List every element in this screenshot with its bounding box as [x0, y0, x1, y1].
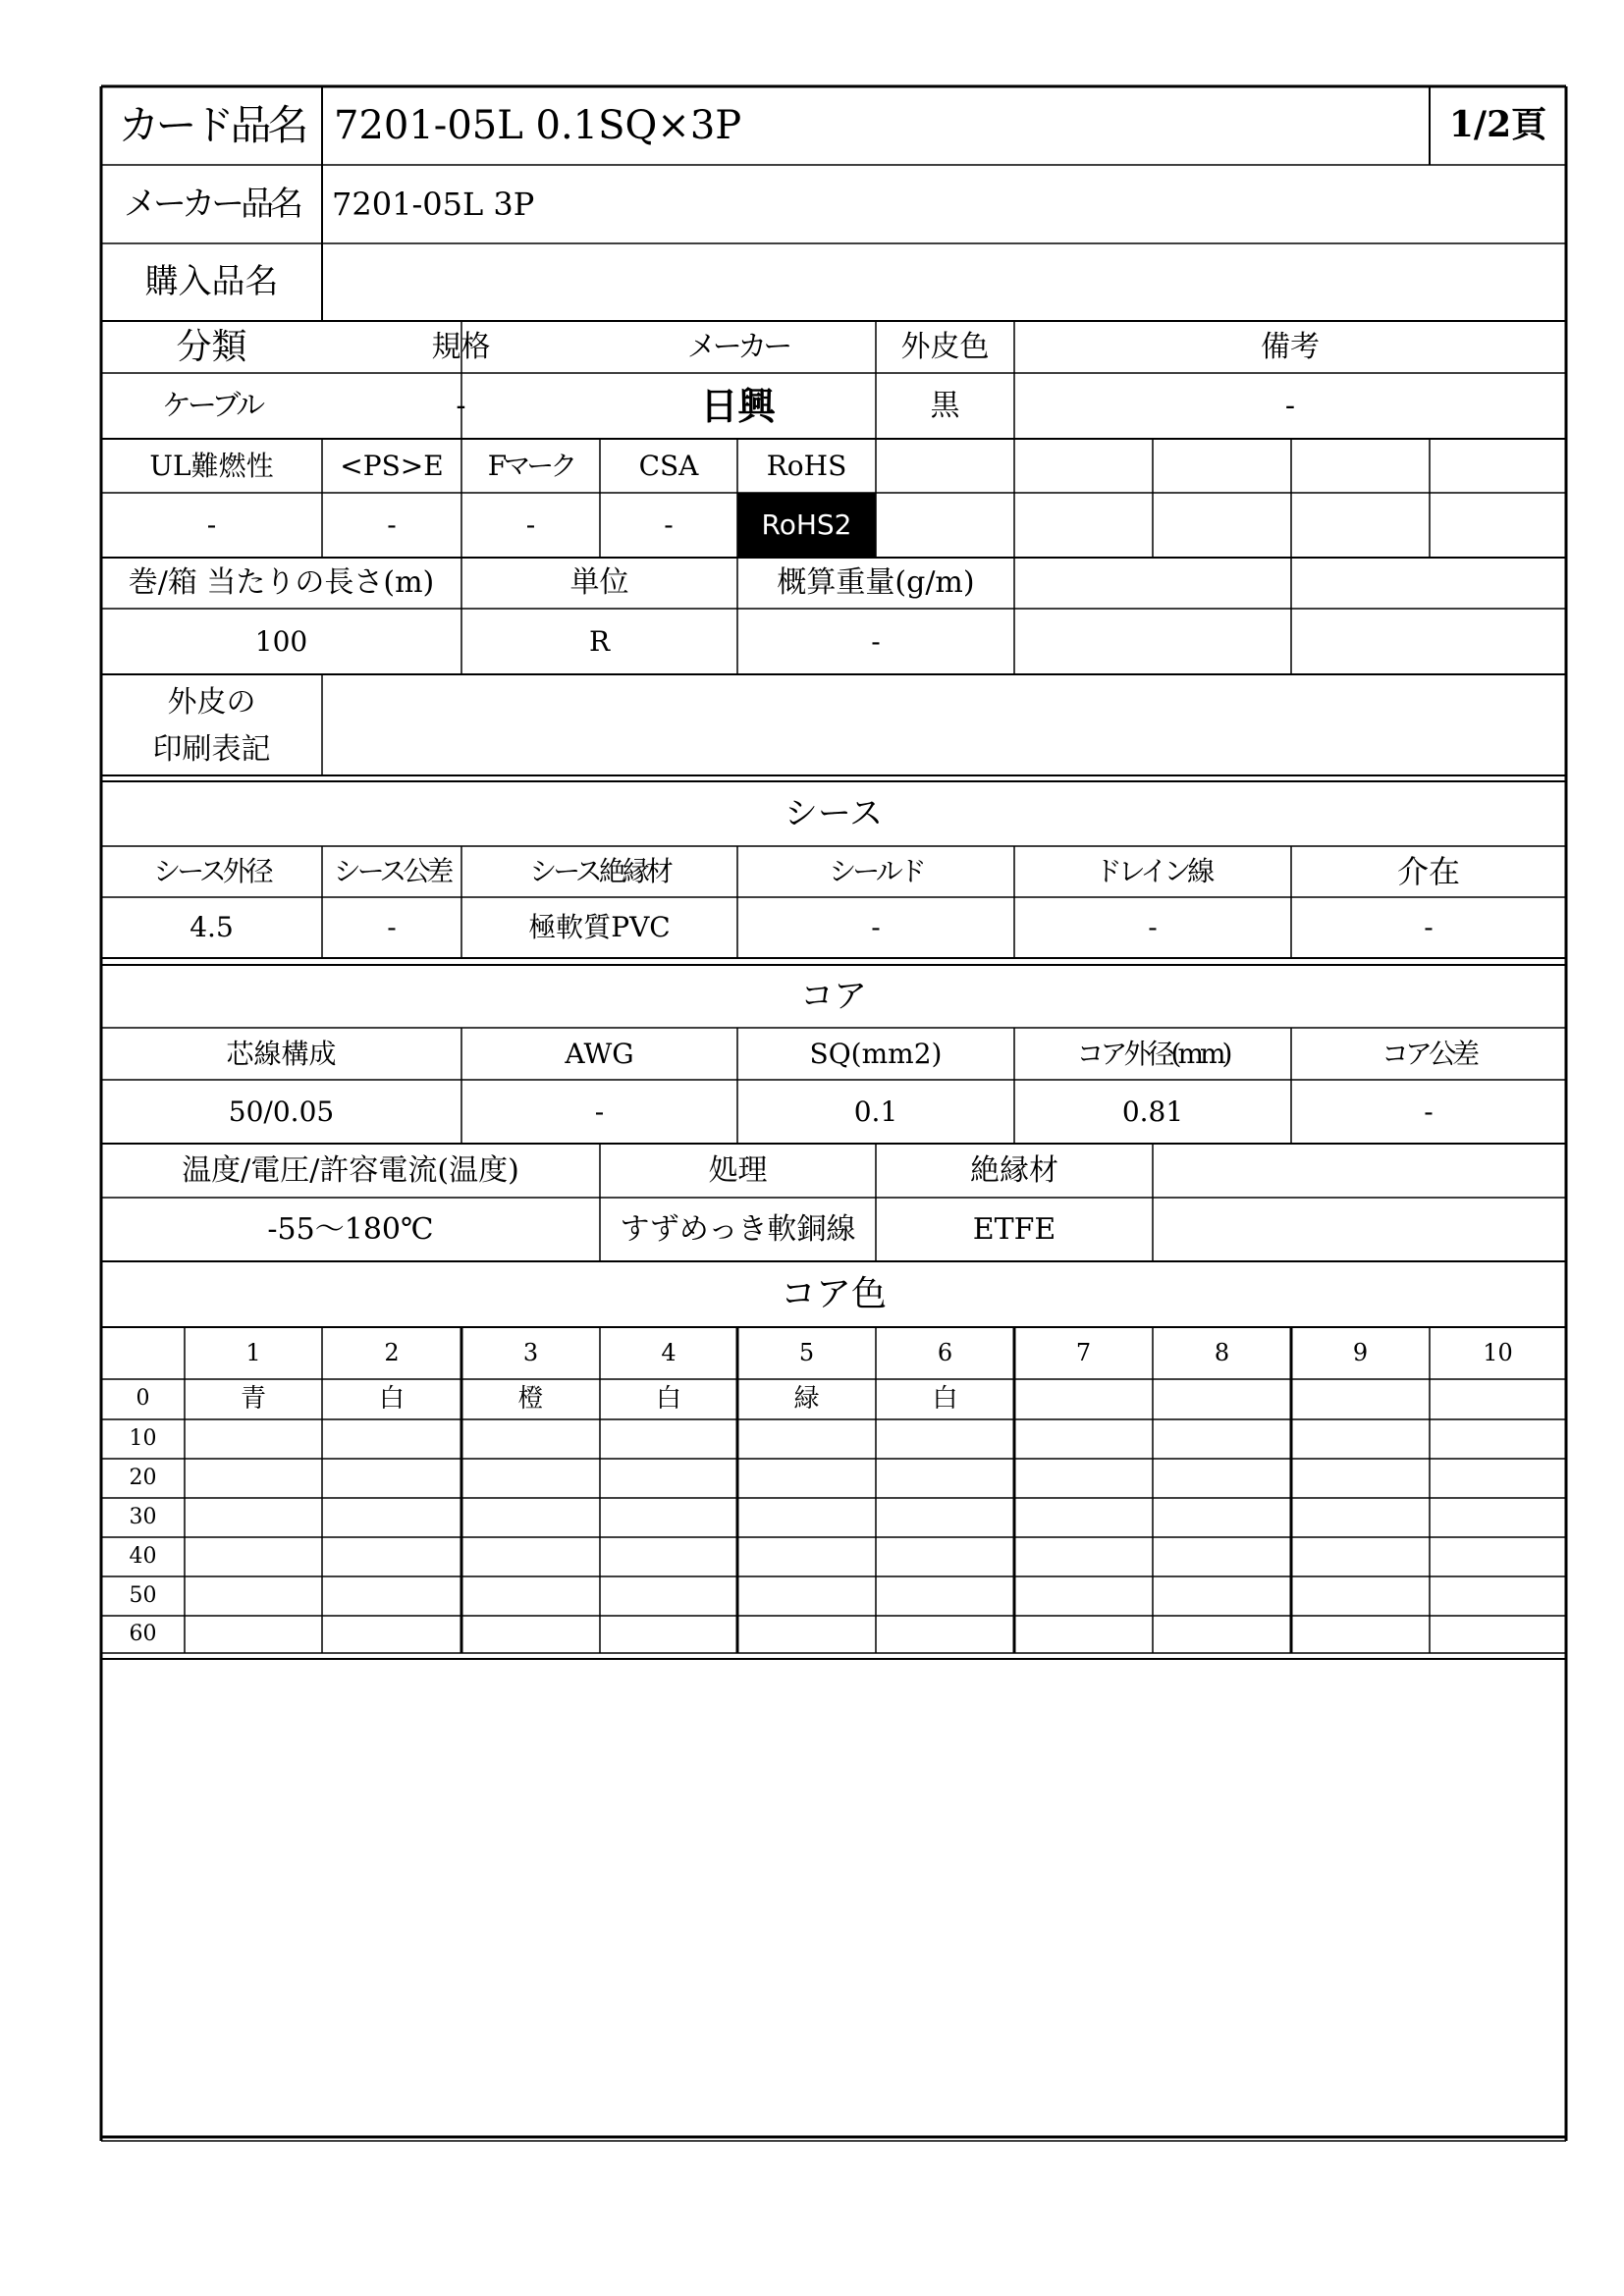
core-color-col-9: 9: [1352, 1339, 1369, 1367]
core-color-cell: [1153, 1498, 1291, 1537]
core-color-cell: [1014, 1419, 1153, 1459]
core-color-cell: [876, 1498, 1014, 1537]
temp-value-1: すずめっき軟銅線: [620, 1211, 856, 1247]
core-color-cell: [461, 1576, 600, 1616]
maker-name-label: メーカー品名: [123, 184, 300, 224]
length-value-0: 100: [254, 624, 308, 658]
core-color-col-1: 1: [245, 1339, 261, 1367]
core-value-1: -: [594, 1095, 605, 1128]
classification-header-3: 外皮色: [900, 329, 990, 364]
core-color-cell: [737, 1576, 876, 1616]
core-header-4: コア公差: [1380, 1037, 1476, 1070]
core-color-cell: [1430, 1537, 1566, 1576]
core-color-cell: [1430, 1379, 1566, 1419]
core-value-0: 50/0.05: [228, 1095, 335, 1128]
core-color-cell: [1153, 1616, 1291, 1653]
core-color-cell: [876, 1537, 1014, 1576]
core-color-cell: [1291, 1379, 1430, 1419]
temp-extra-header: [1153, 1144, 1566, 1198]
sheath-value-5: -: [1424, 911, 1434, 944]
core-color-cell: [461, 1459, 600, 1498]
core-header-0: 芯線構成: [226, 1037, 337, 1070]
purchase-name-label: 購入品名: [144, 262, 279, 302]
core-color-cell: [1014, 1616, 1153, 1653]
core-color-cell: 白: [932, 1383, 958, 1414]
core-color-cell: [1291, 1419, 1430, 1459]
core-color-cell: [876, 1459, 1014, 1498]
core-color-cell: [600, 1498, 737, 1537]
core-color-cell: [461, 1498, 600, 1537]
core-color-cell: [322, 1616, 461, 1653]
core-color-cell: [185, 1576, 322, 1616]
core-color-col-8: 8: [1214, 1339, 1230, 1367]
core-color-cell: [1153, 1537, 1291, 1576]
card-name-label: カード品名: [118, 100, 305, 149]
cert-header-2: Fマーク: [487, 449, 574, 482]
core-color-cell: [185, 1419, 322, 1459]
core-color-cell: [600, 1576, 737, 1616]
core-color-cell: [1291, 1616, 1430, 1653]
core-color-cell: 青: [240, 1383, 266, 1414]
sheath-header-5: 介在: [1396, 852, 1460, 890]
sheath-value-1: -: [387, 911, 397, 944]
print-label-line1: 外皮の: [167, 685, 256, 720]
cert-value-3: -: [664, 508, 674, 542]
core-color-cell: 白: [378, 1383, 405, 1414]
print-label-line2: 印刷表記: [152, 732, 271, 767]
core-color-row-label: 50: [129, 1582, 157, 1608]
purchase-name-value: [322, 243, 1566, 321]
cert-header-4: RoHS: [766, 449, 847, 482]
core-color-cell: [1291, 1576, 1430, 1616]
core-header-2: SQ(mm2): [809, 1037, 943, 1070]
core-color-col-6: 6: [937, 1339, 953, 1367]
classification-header-1: 規格: [431, 329, 491, 364]
core-color-cell: [600, 1459, 737, 1498]
cert-value-2: -: [525, 508, 536, 542]
core-color-col-2: 2: [384, 1339, 400, 1367]
core-color-cell: [322, 1537, 461, 1576]
cert-header-0: UL難燃性: [149, 449, 274, 482]
temp-value-2: ETFE: [972, 1211, 1056, 1247]
core-value-3: 0.81: [1121, 1095, 1184, 1128]
core-color-cell: [461, 1537, 600, 1576]
classification-value-1: -: [456, 388, 466, 423]
core-color-col-10: 10: [1483, 1339, 1513, 1367]
classification-header-4: 備考: [1261, 329, 1320, 364]
sheath-title: シース: [784, 793, 884, 833]
core-color-cell: [876, 1419, 1014, 1459]
print-value: [322, 674, 1566, 775]
core-color-col-3: 3: [522, 1339, 539, 1367]
cert-header-1: <PS>E: [340, 449, 444, 482]
page-number: 1/2頁: [1448, 104, 1547, 146]
length-header-0: 巻/箱 当たりの長さ(m): [128, 565, 435, 600]
classification-value-0: ケーブル: [161, 388, 262, 423]
core-color-cell: [1430, 1616, 1566, 1653]
core-color-cell: 橙: [517, 1383, 544, 1414]
core-color-cell: [322, 1498, 461, 1537]
core-color-cell: [322, 1576, 461, 1616]
core-color-row-label: 0: [135, 1386, 150, 1412]
core-color-cell: [600, 1419, 737, 1459]
core-color-cell: [1014, 1459, 1153, 1498]
core-header-3: コア外径(mm): [1076, 1037, 1229, 1070]
core-color-cell: [1291, 1459, 1430, 1498]
core-color-cell: [737, 1537, 876, 1576]
core-header-1: AWG: [565, 1037, 634, 1070]
core-color-cell: [461, 1419, 600, 1459]
core-color-cell: [1014, 1379, 1153, 1419]
core-color-cell: [185, 1537, 322, 1576]
core-color-cell: [1014, 1576, 1153, 1616]
core-color-cell: 緑: [793, 1383, 820, 1414]
core-color-cell: [322, 1419, 461, 1459]
core-color-cell: [737, 1498, 876, 1537]
sheath-header-2: シース絶縁材: [529, 855, 670, 888]
core-color-cell: [1430, 1498, 1566, 1537]
core-color-cell: [600, 1616, 737, 1653]
classification-value-4: -: [1284, 388, 1296, 423]
temp-value-0: -55～180℃: [267, 1211, 434, 1247]
sheath-value-2: 極軟質PVC: [528, 911, 671, 944]
core-color-cell: [1291, 1498, 1430, 1537]
temp-header-0: 温度/電圧/許容電流(温度): [182, 1152, 519, 1188]
classification-header-0: 分類: [176, 326, 247, 367]
cert-value-0: -: [206, 508, 217, 542]
core-color-cell: [1291, 1537, 1430, 1576]
core-color-cell: [600, 1537, 737, 1576]
core-color-row-label: 30: [129, 1504, 157, 1529]
temp-extra-value: [1153, 1198, 1566, 1261]
temp-header-2: 絶縁材: [970, 1152, 1058, 1188]
core-color-cell: [737, 1459, 876, 1498]
sheath-value-4: -: [1148, 911, 1158, 944]
core-color-col-7: 7: [1075, 1339, 1092, 1367]
core-color-cell: [1153, 1459, 1291, 1498]
core-title: コア: [800, 976, 867, 1016]
maker-name-value: 7201-05L 3P: [332, 185, 535, 223]
core-color-cell: [1153, 1379, 1291, 1419]
sheath-header-3: シールド: [829, 855, 923, 888]
core-color-cell: [1153, 1576, 1291, 1616]
core-color-cell: [876, 1576, 1014, 1616]
sheath-value-3: -: [871, 911, 881, 944]
core-color-cell: [737, 1616, 876, 1653]
core-color-cell: [1153, 1419, 1291, 1459]
core-color-cell: [322, 1459, 461, 1498]
core-color-row-label: 40: [129, 1543, 157, 1569]
notes-area: [101, 1659, 1566, 2137]
card-name-value: 7201-05L 0.1SQ×3P: [334, 103, 742, 148]
temp-header-1: 処理: [708, 1152, 768, 1188]
length-header-1: 単位: [569, 565, 629, 600]
core-color-row-label: 10: [129, 1425, 157, 1451]
core-color-cell: [185, 1498, 322, 1537]
length-header-2: 概算重量(g/m): [777, 565, 975, 600]
sheath-header-4: ドレイン線: [1094, 855, 1212, 888]
core-color-cell: [876, 1616, 1014, 1653]
cert-value-4: RoHS2: [737, 493, 876, 558]
classification-value-3: 黒: [930, 388, 960, 423]
classification-header-2: メーカー: [686, 329, 789, 364]
cert-header-3: CSA: [638, 449, 699, 482]
core-color-cell: [1430, 1459, 1566, 1498]
core-color-title: コア色: [780, 1273, 887, 1314]
core-color-row-label: 20: [129, 1465, 157, 1490]
core-color-cell: [1014, 1537, 1153, 1576]
sheath-header-0: シース外径: [153, 855, 270, 888]
core-color-cell: [1014, 1498, 1153, 1537]
sheath-value-0: 4.5: [189, 911, 234, 944]
core-color-cell: [185, 1616, 322, 1653]
cert-value-1: -: [387, 508, 397, 542]
classification-value-2: 日興: [700, 383, 776, 428]
core-color-row-label: 60: [129, 1621, 157, 1646]
core-value-2: 0.1: [853, 1095, 898, 1128]
sheath-header-1: シース公差: [333, 855, 451, 888]
core-color-cell: [1430, 1576, 1566, 1616]
length-value-1: R: [588, 624, 611, 658]
core-color-cell: [461, 1616, 600, 1653]
length-value-2: -: [871, 624, 881, 658]
core-color-cell: [737, 1419, 876, 1459]
core-color-cell: 白: [655, 1383, 681, 1414]
core-value-4: -: [1424, 1095, 1434, 1128]
core-color-cell: [185, 1459, 322, 1498]
core-color-cell: [1430, 1419, 1566, 1459]
core-color-col-5: 5: [798, 1339, 815, 1367]
core-color-col-4: 4: [661, 1339, 677, 1367]
